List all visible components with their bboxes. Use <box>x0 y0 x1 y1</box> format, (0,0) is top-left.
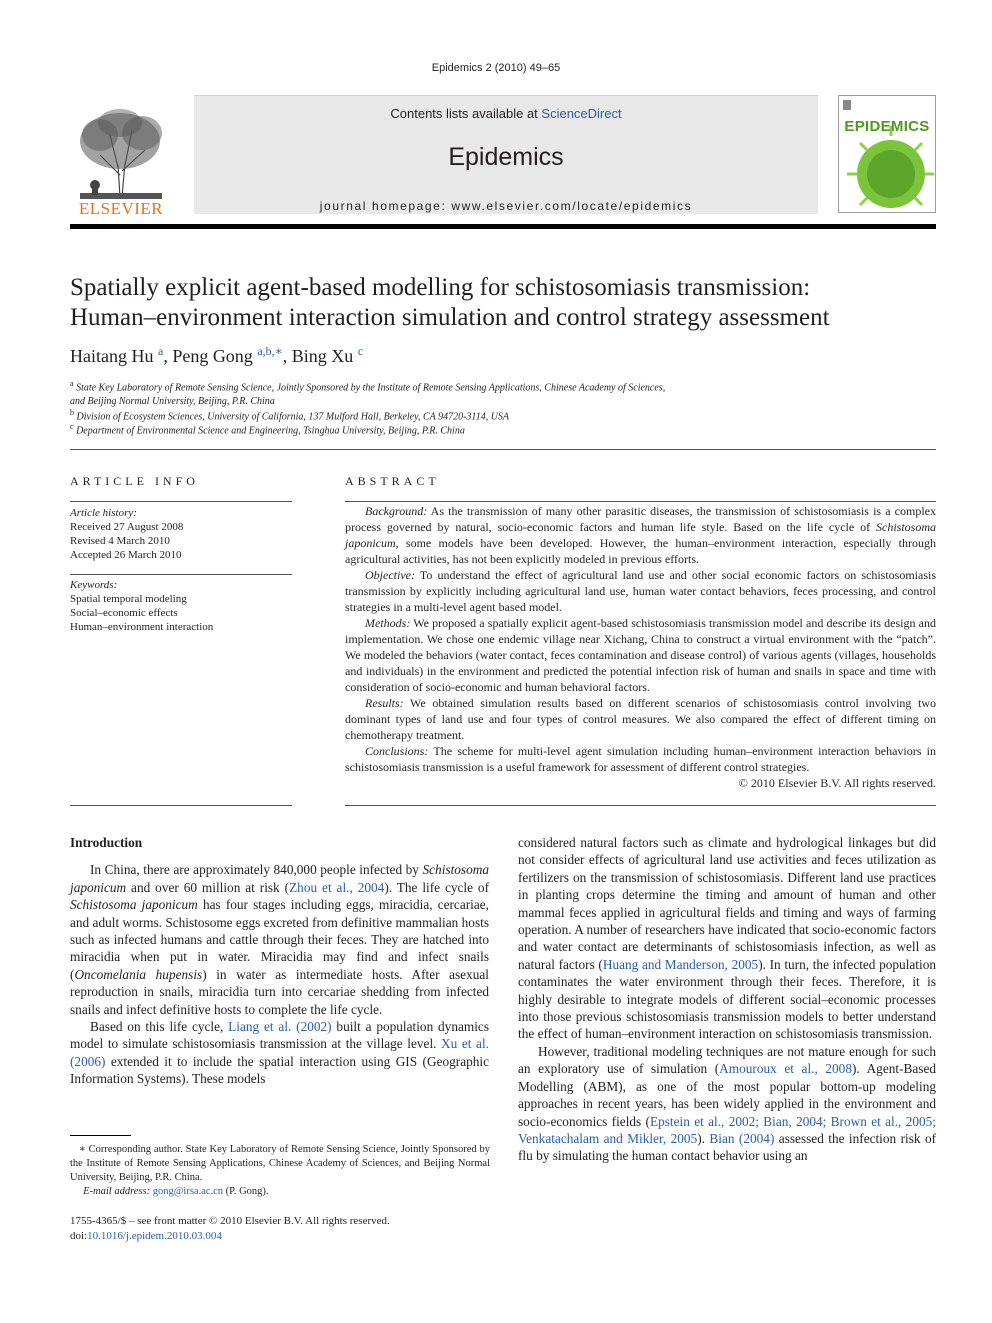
author-list: Haitang Hu $^a$, Peng Gong $^{a,b,∗}$, Bing Xu $^c$ <box>70 344 364 366</box>
email-label: E-mail address: <box>83 1186 151 1197</box>
citation-link[interactable]: Epstein et al., 2002; Bian, 2004; Brown et al., 2005; Venkatachalam and Mikler, 2005 <box>518 1113 936 1146</box>
citation-link[interactable]: Bian (2004) <box>709 1130 775 1146</box>
journal-title: Epidemics <box>448 143 564 171</box>
text: ) in water as intermediate hosts. After asexual reproduction in snails, miracidia turn into cercariae shedding from infected snails and infect definitive hosts to complete the life cycle. <box>70 966 489 1017</box>
text: , some models have been developed. However, the human–environment interaction, especially through agricultural activities, has not been explicitly modeled in previous efforts. <box>345 536 936 566</box>
text: The scheme for multi-level agent simulation including human–environment interaction behaviors in schistosomiasis transmission is a useful framework for assessment of different control strategies. <box>345 744 936 774</box>
keywords-label: Keywords: <box>70 579 118 591</box>
info-rule <box>70 501 292 502</box>
info-rule <box>70 805 292 806</box>
cover-virus-image <box>839 96 935 212</box>
text: considered natural factors such as climate and hydrological linkages but did not consider effects of agricultural land use activities and feces utilization as fertilizers on the transmission of schistosomiasis. Different land use practices in planting crops determine the timing and amount of human and other mammal feces applied in agricultural fields and timing and ways of farming operation. A number of researchers have indicated that socio-economic factors and water contact are determinants of schistosomiasis infection, as well as natural factors ( <box>518 835 936 972</box>
affiliation-text: Department of Environmental Science and Engineering, Tsinghua University, Beijing, P.R. China <box>76 425 465 437</box>
journal-homepage[interactable]: journal homepage: www.elsevier.com/locate/epidemics <box>319 199 693 213</box>
journal-cover-thumbnail <box>838 95 936 213</box>
section-heading-introduction: Introduction <box>70 835 143 850</box>
affiliation-text: State Key Laboratory of Remote Sensing Science, Jointly Sponsored by the Institute of Remote Sensing Applications, Chinese Academy of Sciences, <box>76 382 666 394</box>
citation-link[interactable]: Xu et al. (2006) <box>70 1036 489 1069</box>
contents-line <box>194 106 818 121</box>
abstract-body <box>345 503 936 791</box>
label: Background: <box>365 504 428 518</box>
text: To understand the effect of agricultural land use and other social economic factors on schistosomiasis transmission by explicitly including agricultural land use, human water contact behaviors, feces processing, and control strategies in a multi-level agent based model. <box>345 568 936 614</box>
abstract-results <box>345 695 936 743</box>
contents-prefix: Contents lists available at <box>390 106 542 121</box>
body-column-left <box>70 834 489 1088</box>
species: Schistosoma japonicum <box>70 862 489 895</box>
copyright: © 2010 Elsevier B.V. All rights reserved. <box>738 776 936 790</box>
header-rule <box>70 224 936 229</box>
text: We obtained simulation results based on different scenarios of schistosomiasis control involving two dominant types of land use and four types of control measures. We also compared the effect of different timing on chemotherapy treatment. <box>345 696 936 742</box>
elsevier-tree-logo <box>70 105 172 213</box>
title-line-2: Human–environment interaction simulation and control strategy assessment <box>70 304 830 331</box>
text: We proposed a spatially explicit agent-based schistosomiasis transmission model and describe its design and implementation. We chose one endemic village near Xichang, China to construct a virtual environment with the “patch”. We modeled the behaviors (water contact, feces contamination and disease control) of various agents (villages, households and individuals) in the environment and predicted the potential infection risk of human and snails in space and time with consideration of socio-economic and human behavioral factors. <box>345 616 936 694</box>
keyword: Spatial temporal modeling <box>70 593 187 605</box>
text: ). The life cycle of <box>384 879 489 895</box>
corresponding-author-footnote <box>70 1143 490 1199</box>
author-name: Bing Xu <box>291 346 354 366</box>
text: In China, there are approximately 840,000 people infected by <box>90 862 423 878</box>
abstract-background <box>345 503 936 567</box>
keywords <box>70 578 292 634</box>
keyword: Human–environment interaction <box>70 621 214 633</box>
doi-line <box>70 1229 390 1244</box>
text: However, traditional modeling techniques are not mature enough for such an exploratory use of simulation ( <box>518 1043 936 1077</box>
section-rule <box>70 449 936 450</box>
abstract-rule <box>345 501 936 502</box>
paragraph <box>518 834 936 1043</box>
info-rule <box>70 574 292 575</box>
author-affiliation-mark[interactable]: c <box>357 344 364 358</box>
abstract-heading: ABSTRACT <box>345 474 440 488</box>
article-history <box>70 506 292 562</box>
body-column-right <box>518 834 936 1165</box>
abstract-conclusions <box>345 743 936 775</box>
text: and over 60 million at risk ( <box>126 879 290 895</box>
doi-prefix: doi: <box>70 1230 88 1242</box>
author-name: Haitang Hu <box>70 346 154 366</box>
label: Methods: <box>365 616 411 630</box>
text: has four stages including eggs, miracidia, cercariae, and adult worms. Schistosome eggs excreted from definitive mammalian hosts such as infected humans and cattle through their feces. They are hatched into miracidia when put in water. Miracidia may find and infect snails ( <box>70 897 489 982</box>
species: Oncomelania hupensis <box>74 966 203 982</box>
masthead <box>70 95 936 218</box>
species: Schistosoma japonicum <box>70 897 198 913</box>
history-received: Received 27 August 2008 <box>70 521 184 533</box>
citation-link[interactable]: Liang et al. (2002) <box>228 1019 332 1035</box>
citation-link[interactable]: Zhou et al., 2004 <box>289 879 385 895</box>
affiliation-mark: a <box>70 379 74 388</box>
author-name: Peng Gong <box>172 346 253 366</box>
paragraph <box>70 861 489 1018</box>
text: assessed the infection risk of flu by simulating the human contact behavior using an <box>518 1130 937 1164</box>
footnote-text: Corresponding author. State Key Laboratory of Remote Sensing Science, Jointly Sponsored by the Institute of Remote Sensing Applications, Chinese Academy of Sciences, and Beijing Normal University, Beijing, P.R. China. <box>70 1144 490 1183</box>
text: ). <box>697 1130 710 1146</box>
abstract-methods <box>345 615 936 695</box>
text: extended it to include the spatial interaction using GIS (Geographic Information Systems). These models <box>70 1053 489 1087</box>
paragraph <box>70 1018 489 1088</box>
affiliation-mark: b <box>70 408 74 417</box>
footnote-star: ∗ <box>78 1144 86 1155</box>
text: ). Agent-Based Modelling (ABM), as one of the most popular bottom-up modeling approaches in recent years, has been widely applied in the environment and socio-economics fields ( <box>518 1061 936 1129</box>
paragraph <box>518 1043 936 1165</box>
label: Objective: <box>365 568 415 582</box>
history-accepted: Accepted 26 March 2010 <box>70 549 182 561</box>
text: As the transmission of many other parasitic diseases, the transmission of schistosomiasis is a complex process governed by natural, socio-economic factors and human life style. Based on the life cycle of <box>345 504 936 534</box>
text: Based on this life cycle, <box>90 1019 229 1035</box>
text: built a population dynamics model to simulate schistosomiasis transmission at the village level. <box>70 1019 489 1052</box>
keyword: Social–economic effects <box>70 607 178 619</box>
species: Schistosoma japonicum <box>345 520 936 550</box>
abstract-rule <box>345 805 936 806</box>
text: ). In turn, the infected population contaminates the water environment through their feces. Therefore, it is highly desirable to integrate models of different social–economic processes into those previous schistosomiasis transmission models to better understand the effect of human–environment interaction on schistosomiasis transmission. <box>518 956 936 1042</box>
citation-link[interactable]: Amouroux et al., 2008 <box>719 1061 852 1077</box>
citation-link[interactable]: Huang and Manderson, 2005 <box>602 956 759 972</box>
article-title <box>70 273 950 333</box>
abstract-objective <box>345 567 936 615</box>
affiliation-mark: c <box>70 422 74 431</box>
label: Conclusions: <box>365 744 429 758</box>
author-affiliation-mark[interactable]: a <box>157 344 164 358</box>
issn-line: 1755-4365/$ – see front matter © 2010 Elsevier B.V. All rights reserved. <box>70 1215 390 1227</box>
journal-reference: Epidemics 2 (2010) 49–65 <box>431 62 561 74</box>
history-label: Article history: <box>70 507 137 519</box>
doi-link[interactable]: 10.1016/j.epidem.2010.03.004 <box>87 1230 222 1242</box>
author-affiliation-mark[interactable]: a,b,∗ <box>257 344 283 358</box>
footnote-rule <box>70 1135 131 1136</box>
elsevier-wordmark: ELSEVIER <box>78 199 164 218</box>
label: Results: <box>365 696 404 710</box>
history-revised: Revised 4 March 2010 <box>70 535 170 547</box>
masthead-band <box>194 95 818 214</box>
article-info-heading: ARTICLE INFO <box>70 474 199 488</box>
email-suffix: (P. Gong). <box>223 1186 269 1197</box>
affiliation-text: Division of Ecosystem Sciences, University of California, 137 Mulford Hall, Berkeley, CA 94720-3114, USA <box>76 411 510 423</box>
cover-journal-title: EPIDEMICS <box>844 118 930 135</box>
sciencedirect-link[interactable]: ScienceDirect <box>541 106 622 121</box>
title-line-1: Spatially explicit agent-based modelling for schistosomiasis transmission: <box>70 274 811 301</box>
affiliation-c <box>70 420 790 438</box>
affiliation-a <box>70 377 790 409</box>
issn-doi-block <box>70 1214 390 1244</box>
email-link[interactable]: gong@irsa.ac.cn <box>152 1186 224 1197</box>
affiliation-text: and Beijing Normal University, Beijing, P.R. China <box>70 396 275 408</box>
